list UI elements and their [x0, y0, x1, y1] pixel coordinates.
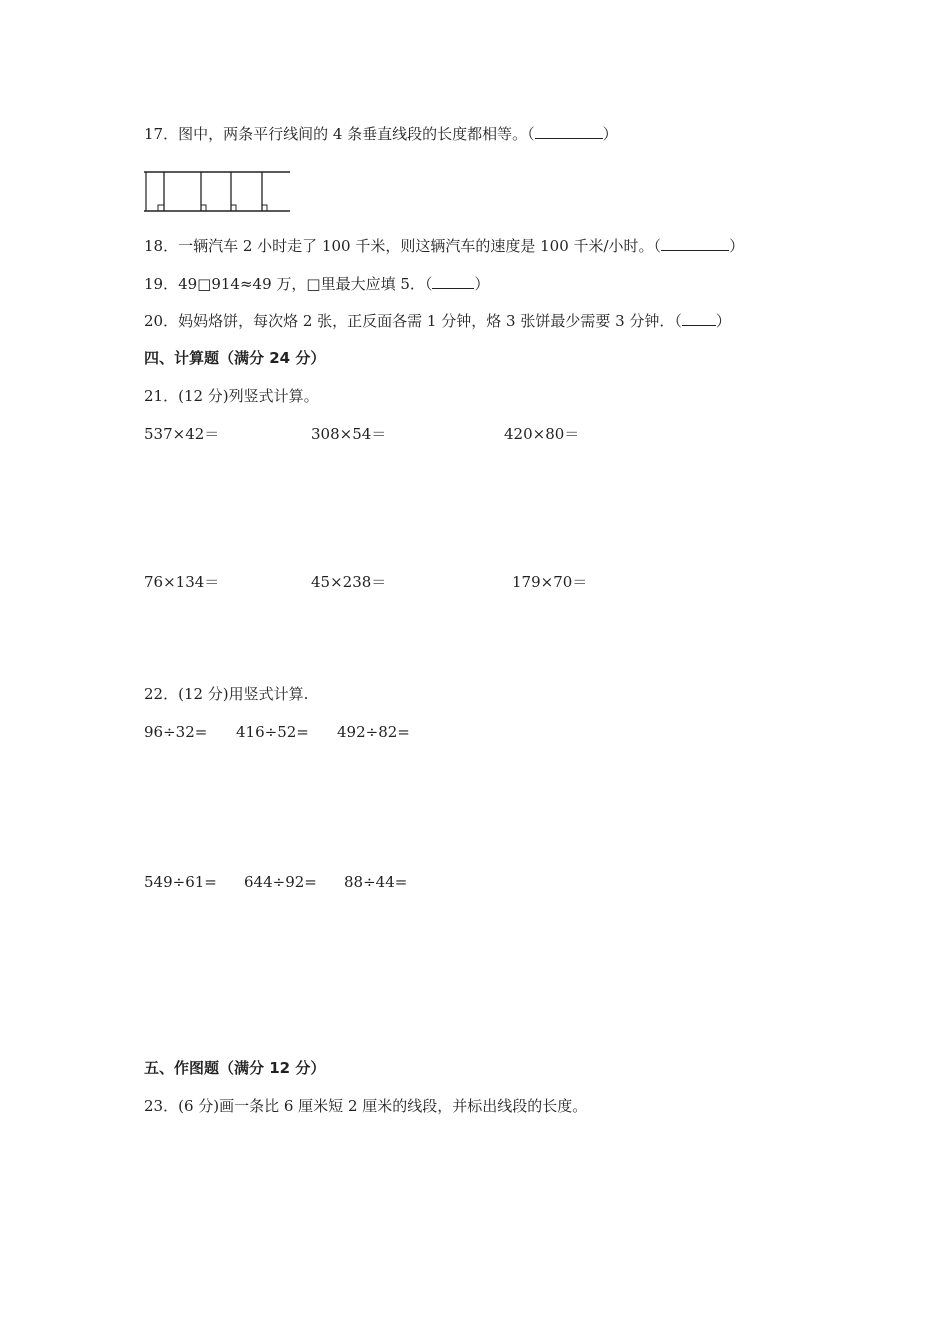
right-angle-mark-3: [231, 205, 236, 211]
question-23: 23．(6 分)画一条比 6 厘米短 2 厘米的线段，并标出线段的长度。: [144, 1097, 588, 1115]
q21-expr-2: 308×54＝: [311, 425, 387, 443]
q22-expr-4: 549÷61=: [144, 873, 217, 891]
question-17-text: 17．图中，两条平行线间的 4 条垂直线段的长度都相等。（: [144, 125, 535, 143]
question-18-close: ）: [729, 237, 745, 255]
question-17-close: ）: [602, 125, 618, 143]
parallel-lines-figure: [144, 168, 292, 214]
q21-expr-3: 420×80＝: [504, 425, 580, 443]
answer-blank-17[interactable]: [535, 124, 603, 139]
q22-expr-1: 96÷32=: [144, 723, 208, 741]
question-21-title: 21．(12 分)列竖式计算。: [144, 387, 319, 405]
right-angle-mark-4: [262, 205, 267, 211]
q22-expr-2: 416÷52=: [236, 723, 309, 741]
q21-expr-6: 179×70＝: [512, 573, 588, 591]
question-19-text: 19．49□914≈49 万，□里最大应填 5．（: [144, 275, 433, 293]
question-19-close: ）: [474, 275, 490, 293]
question-18: [144, 236, 744, 256]
question-20-text: 20．妈妈烙饼，每次烙 2 张，正反面各需 1 分钟，烙 3 张饼最少需要 3 分钟．（: [144, 312, 682, 330]
section-5-heading: 五、作图题（满分 12 分）: [144, 1059, 326, 1077]
question-22-title: 22．(12 分)用竖式计算.: [144, 685, 309, 703]
q22-expr-3: 492÷82=: [337, 723, 410, 741]
answer-blank-20[interactable]: [682, 311, 716, 326]
right-angle-mark-2: [201, 205, 206, 211]
q21-expr-5: 45×238＝: [311, 573, 387, 591]
question-20: [144, 311, 731, 331]
question-18-text: 18．一辆汽车 2 小时走了 100 千米，则这辆汽车的速度是 100 千米/小时。（: [144, 237, 662, 255]
right-angle-mark-1: [158, 205, 164, 211]
question-19: [144, 274, 489, 294]
q22-expr-5: 644÷92=: [244, 873, 317, 891]
section-4-heading: 四、计算题（满分 24 分）: [144, 349, 326, 367]
q21-expr-1: 537×42＝: [144, 425, 220, 443]
question-20-close: ）: [715, 312, 731, 330]
answer-blank-18[interactable]: [661, 236, 729, 251]
q21-expr-4: 76×134＝: [144, 573, 220, 591]
q22-expr-6: 88÷44=: [344, 873, 408, 891]
question-17: [144, 124, 618, 144]
answer-blank-19[interactable]: [432, 274, 474, 289]
